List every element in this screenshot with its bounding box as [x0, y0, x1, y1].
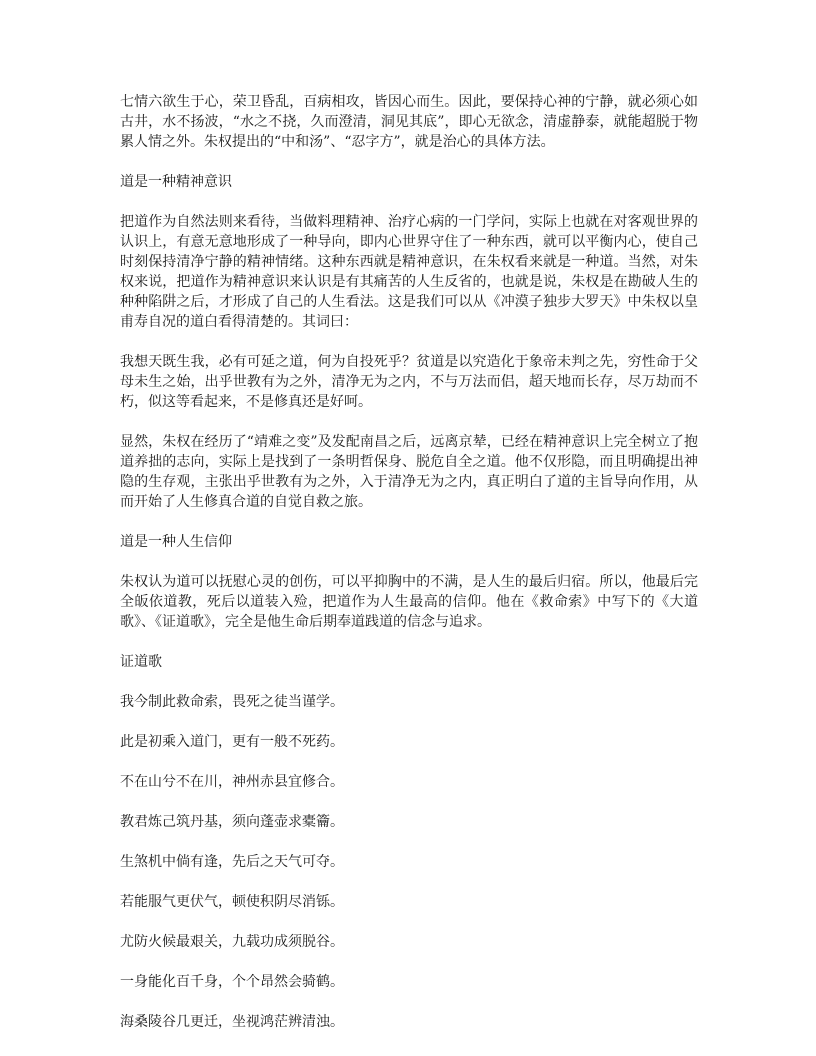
paragraph-dao-as-faith: 朱权认为道可以抚慰心灵的创伤，可以平抑胸中的不满，是人生的最后归宿。所以，他最后完全皈依道教，死后以道装入殓，把道作为人生最高的信仰。他在《救命索》中写下的《大道歌》、《证道歌》，完全是他生命后期奉道践道的信念与追求。	[120, 574, 698, 630]
poem-title: 证道歌	[120, 654, 162, 670]
section-heading-life-faith: 道是一种人生信仰	[120, 534, 232, 550]
section-heading-spiritual-consciousness: 道是一种精神意识	[120, 174, 232, 190]
poem-line: 一身能化百千身，个个昂然会骑鹤。	[120, 974, 344, 990]
poem-line: 不在山兮不在川，神州赤县宜修合。	[120, 774, 344, 790]
poem-line: 我今制此救命索，畏死之徒当谨学。	[120, 694, 344, 710]
poem-line: 海桑陵谷几更迁，坐视鸿茫辨清浊。	[120, 1014, 344, 1030]
poem-line: 生煞机中倘有逢，先后之天气可夺。	[120, 854, 344, 870]
poem-line: 尤防火候最艰关，九载功成须脱谷。	[120, 934, 344, 950]
paragraph-quote-huangfu-shou: 我想天既生我，必有可延之道，何为自投死乎？贫道是以究造化于象帝未判之先，穷性命于父母未生之始，出乎世教有为之外，清净无为之内，不与万法而侣，超天地而长存，尽万劫而不朽，似这等看起来，不是修真还是好呵。	[120, 354, 698, 410]
document-body	[120, 92, 698, 1052]
paragraph-heart-calm: 七情六欲生于心，荣卫昏乱，百病相攻，皆因心而生。因此，要保持心神的宁静，就必须心如古井，水不扬波，“水之不挠，久而澄清，洞见其底”，即心无欲念，清虚静泰，就能超脱于物累人情之外。朱权提出的“中和汤”、“忍字方”，就是治心的具体方法。	[120, 94, 698, 150]
paragraph-jingnan-aftermath: 显然，朱权在经历了“靖难之变”及发配南昌之后，远离京辇，已经在精神意识上完全树立了抱道养拙的志向，实际上是找到了一条明哲保身、脱危自全之道。他不仅形隐，而且明确提出神隐的生存观，主张出乎世教有为之外，入于清净无为之内，真正明白了道的主旨导向作用，从而开始了人生修真合道的自觉自救之旅。	[120, 434, 698, 510]
poem-line: 教君炼己筑丹基，须向蓬壶求橐籥。	[120, 814, 344, 830]
poem-line: 若能服气更伏气，顿使积阴尽消铄。	[120, 894, 344, 910]
poem-line: 此是初乘入道门，更有一般不死药。	[120, 734, 344, 750]
paragraph-dao-as-natural-law: 把道作为自然法则来看待，当做料理精神、治疗心病的一门学问，实际上也就在对客观世界的认识上，有意无意地形成了一种导向，即内心世界守住了一种东西，就可以平衡内心，使自己时刻保持清净宁静的精神情绪。这种东西就是精神意识，在朱权看来就是一种道。当然，对朱权来说，把道作为精神意识来认识是有其痛苦的人生反省的，也就是说，朱权是在勘破人生的种种陷阱之后，才形成了自己的人生看法。这是我们可以从《冲漠子独步大罗天》中朱权以皇甫寿自况的道白看得清楚的。其词曰：	[120, 214, 698, 330]
